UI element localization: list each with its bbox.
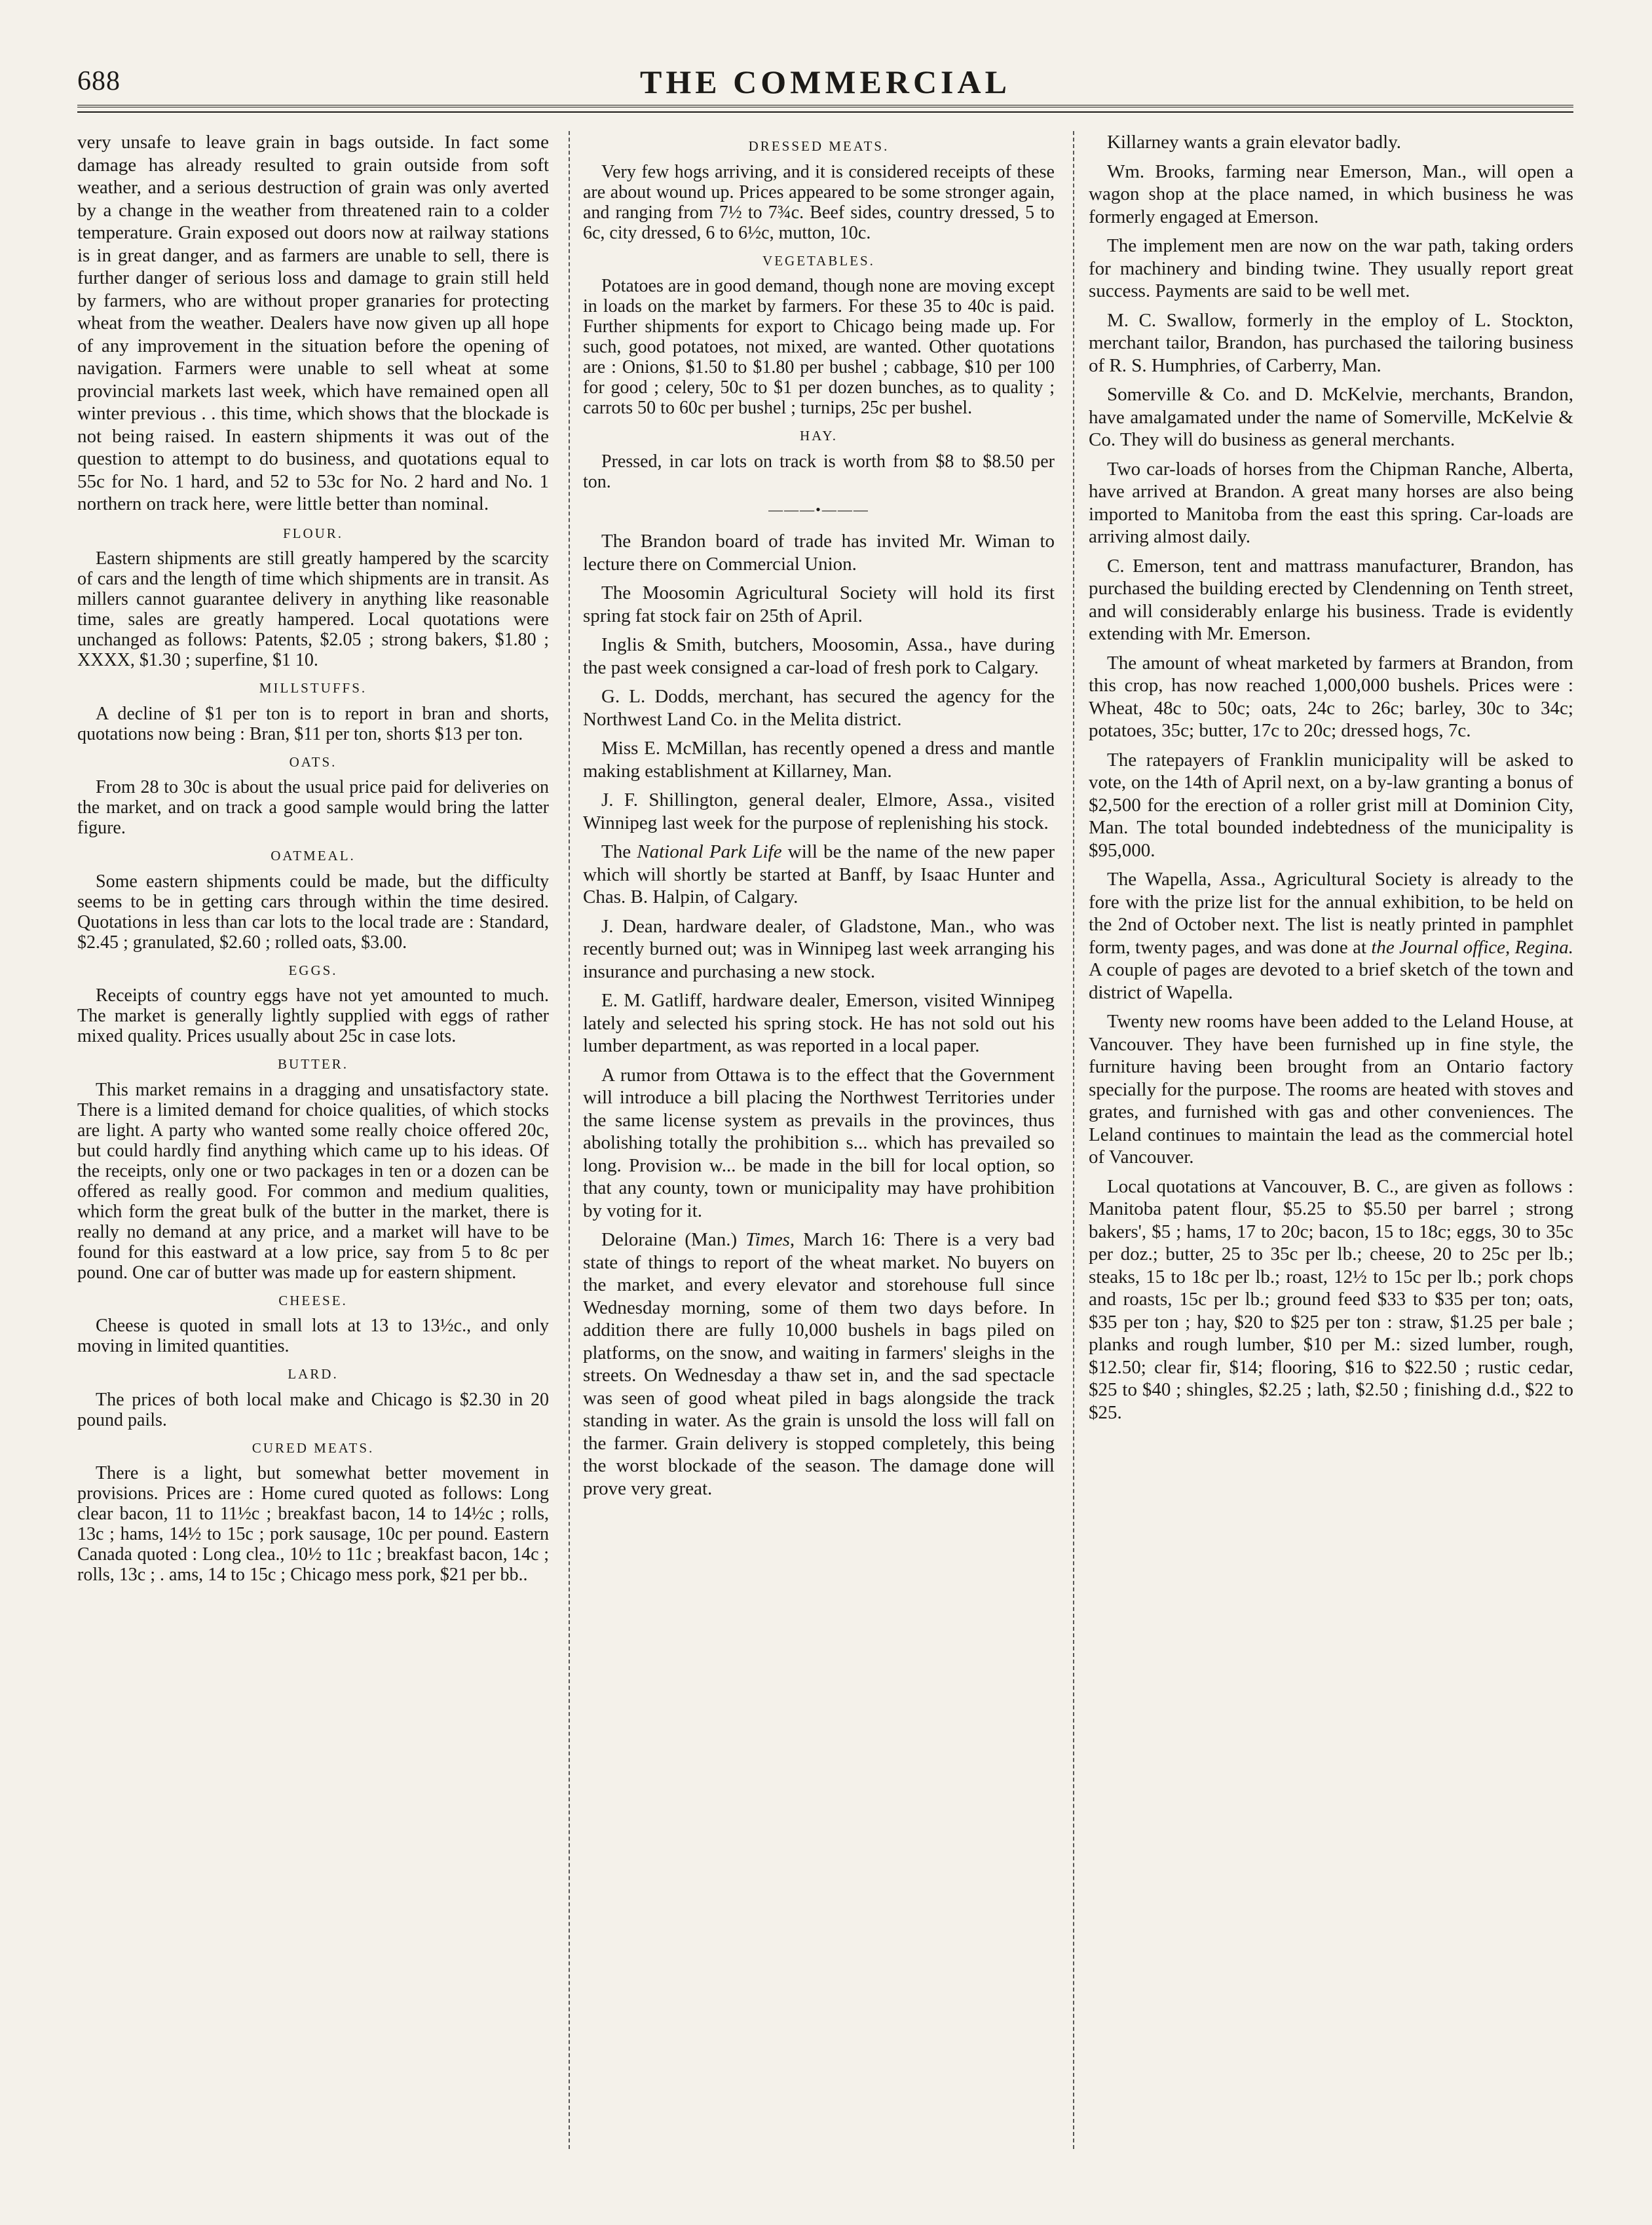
news-item: Two car-loads of horses from the Chipman Ranche, Alberta, have arrived at Brandon. A great many horses are also being imported to Manitoba from the east this spring. Car-loads are arriving almost daily. xyxy=(1089,458,1573,547)
news-item: G. L. Dodds, merchant, has secured the agency for the Northwest Land Co. in the Melita district. xyxy=(583,686,1055,730)
news-item: Miss E. McMillan, has recently opened a dress and mantle making establishment at Killarney, Man. xyxy=(583,738,1055,782)
news-item: Inglis & Smith, butchers, Moosomin, Assa., have during the past week consigned a car-load of fresh pork to Calgary. xyxy=(583,634,1055,678)
news-item: The Moosomin Agricultural Society will hold its first spring fat stock fair on 25th of April. xyxy=(583,582,1055,626)
masthead-title: THE COMMERCIAL xyxy=(640,64,1011,100)
section-heading: LARD. xyxy=(288,1366,339,1382)
news-item: A rumor from Ottawa is to the effect that the Government will introduce a bill placing the Northwest Territories under the same license system as prevails in the provinces, thus abolishing totally the prohibition s... which has prevailed so long. Provision w... be made in the bill for local option, so that any county, town or municipality may have prohibition by voting for it. xyxy=(583,1064,1055,1221)
article-paragraph: Receipts of country eggs have not yet amounted to much. The market is generally lightly supplied with eggs of rather mixed quality. Prices usually about 25c in case lots. xyxy=(77,985,549,1046)
news-item: C. Emerson, tent and mattrass manufacturer, Brandon, has purchased the building erected by Clendenning on Tenth street, and will considerably enlarge his business. Trade is evidently extending with Mr. Emerson. xyxy=(1089,555,1573,644)
news-item: J. Dean, hardware dealer, of Gladstone, Man., who was recently burned out; was in Winnipeg last week arranging his insurance and purchasing a new stock. xyxy=(583,915,1055,982)
article-paragraph: Cheese is quoted in small lots at 13 to 13½c., and only moving in limited quantities. xyxy=(77,1316,549,1356)
news-item: The implement men are now on the war path, taking orders for machinery and binding twine. They usually report great success. Payments are said to be well met. xyxy=(1089,235,1573,301)
column-2 xyxy=(583,131,1055,2162)
columns xyxy=(77,131,1573,2162)
news-item: Twenty new rooms have been added to the Leland House, at Vancouver. They have been furnished up in fine style, the furniture having been brought from an Ontario factory specially for the purpose. The rooms are heated with stoves and grates, and furnished with gas and other conveniences. The Leland continues to maintain the lead as the commercial hotel of Vancouver. xyxy=(1089,1011,1573,1168)
column-3 xyxy=(1089,131,1573,2162)
section-heading: OATS. xyxy=(289,753,337,770)
article-paragraph: Pressed, in car lots on track is worth from $8 to $8.50 per ton. xyxy=(583,451,1055,492)
section-heading: EGGS. xyxy=(288,962,338,978)
section-heading: OATMEAL. xyxy=(271,848,356,864)
publication-name: Times xyxy=(745,1229,790,1250)
article-paragraph: From 28 to 30c is about the usual price paid for deliveries on the market, and on track a good sample would bring the latter figure. xyxy=(77,777,549,838)
news-item-text: The xyxy=(601,841,637,862)
news-item xyxy=(583,1228,1055,1500)
section-heading: MILLSTUFFS. xyxy=(259,680,367,696)
news-item: M. C. Swallow, formerly in the employ of L. Stockton, merchant tailor, Brandon, has purchased the tailoring business of R. S. Humphries, of Carberry, Man. xyxy=(1089,309,1573,376)
news-item: Somerville & Co. and D. McKelvie, merchants, Brandon, have amalgamated under the name of Somerville, McKelvie & Co. They will do business as general merchants. xyxy=(1089,384,1573,450)
news-item: Local quotations at Vancouver, B. C., are given as follows : Manitoba patent flour, $5.25 to $5.50 per barrel ; strong bakers', $5 ; hams, 17 to 20c; bacon, 15 to 18c; eggs, 30 to 35c per doz.; butter, 25 to 35c per lb.; cheese, 20 to 25c per lb.; steaks, 15 to 18c per lb.; roast, 12½ to 15c per lb.; pork chops and roasts, 15c per lb.; ground feed $33 to $35 per ton; oats, $35 per ton ; hay, $20 to $25 per ton : straw, $1.25 per bale ; planks and rough lumber, $10 per M.: sized lumber, rough, $12.50; clear fir, $14; flooring, $16 to $22.50 ; rustic cedar, $25 to $40 ; shingles, $2.25 ; lath, $2.50 ; finishing d.d., $22 to $25. xyxy=(1089,1175,1573,1423)
article-paragraph: This market remains in a dragging and unsatisfactory state. There is a limited demand for choice qualities, of which stocks are light. A party who wanted some really choice offered 20c, but could hardly find anything which came up to his ideas. Of the receipts, only one or two packages in ten or a dozen can be offered as really good. For common and medium qualities, which form the great bulk of the butter in the market, there is really no demand at any price, and a market will have to be found for this eastward at a low price, say from 5 to 8c per pound. One car of butter was made up for eastern shipment. xyxy=(77,1079,549,1283)
section-heading: DRESSED MEATS. xyxy=(748,138,890,154)
section-heading: VEGETABLES. xyxy=(762,252,875,269)
publication-name: the Journal office, Regina. xyxy=(1371,936,1573,958)
page-header xyxy=(77,66,1573,105)
news-item: Killarney wants a grain elevator badly. xyxy=(1107,132,1402,153)
news-item-text: A couple of pages are devoted to a brief sketch of the town and district of Wapella. xyxy=(1089,959,1573,1003)
news-item: Wm. Brooks, farming near Emerson, Man., will open a wagon shop at the place named, in which business he was formerly engaged at Emerson. xyxy=(1089,161,1573,227)
article-paragraph: Potatoes are in good demand, though none are moving except in loads on the market by farmers. For these 35 to 40c is paid. Further shipments for export to Chicago being made up. For such, good potatoes, not mixed, are wanted. Other quotations are : Onions, $1.50 to $1.80 per bushel ; cabbage, $10 per 100 for good ; celery, 50c to $1 per dozen bunches, as to quality ; carrots 50 to 60c per bushel ; turnips, 25c per bushel. xyxy=(583,276,1055,418)
news-item xyxy=(583,841,1055,909)
column-1 xyxy=(77,131,549,2162)
news-item: The amount of wheat marketed by farmers at Brandon, from this crop, has now reached 1,000,000 bushels. Prices were : Wheat, 48c to 50c; oats, 24c to 26c; barley, 30c to 34c; potatoes, 35c; butter, 17c to 20c; dressed hogs, 7c. xyxy=(1089,652,1573,741)
news-item: J. F. Shillington, general dealer, Elmore, Assa., visited Winnipeg last week for the purpose of replenishing his stock. xyxy=(583,789,1055,833)
section-heading: CHEESE. xyxy=(278,1292,348,1308)
publication-name: National Park Life xyxy=(637,841,782,862)
news-item: The Brandon board of trade has invited Mr. Wiman to lecture there on Commercial Union. xyxy=(583,531,1055,575)
article-paragraph: Eastern shipments are still greatly hampered by the scarcity of cars and the length of time which shipments are in transit. As millers cannot guarantee delivery in anything like reasonable time, sales are greatly hampered. Local quotations were unchanged as follows: Patents, $2.05 ; strong bakers, $1.80 ; XXXX, $1.30 ; superfine, $1 10. xyxy=(77,548,549,670)
news-item-text: The Wapella, Assa., Agricultural Society is already to the fore with the prize list for the annual exhibition, to be held on the 2nd of October next. The list is neatly printed in pamphlet form, twenty pages, and was done at xyxy=(1089,869,1573,958)
section-heading: CURED MEATS. xyxy=(252,1439,375,1456)
header-rule xyxy=(77,105,1573,113)
news-item xyxy=(1089,868,1573,1004)
article-paragraph: very unsafe to leave grain in bags outside. In fact some damage has already resulted to grain outside from soft weather, and a serious destruction of grain was only averted by a change in the weather from threatened rain to a colder temperature. Grain exposed out doors now at railway stations is in great danger, and as farmers are unable to sell, there is further danger of serious loss and damage to grain still held by farmers, who are without proper granaries for protecting wheat from the weather. Dealers have now given up all hope of any improvement in the situation before the opening of navigation. Farmers were unable to sell wheat at some provincial markets last week, which have remained open all winter previous . . this time, which shows that the blockade is not being raised. In eastern shipments it was out of the question to attempt to do business, and quotations equal to 55c for No. 1 hard, and 52 to 53c for No. 2 hard and No. 1 northern on track here, were little better than nominal. xyxy=(77,132,549,514)
section-heading: FLOUR. xyxy=(282,525,344,541)
section-separator: ———•——— xyxy=(768,501,869,518)
article-paragraph: Very few hogs arriving, and it is considered receipts of these are about wound up. Prices appeared to be some stronger again, and ranging from 7½ to 7¾c. Beef sides, country dressed, 5 to 6c, city dressed, 6 to 6½c, mutton, 10c. xyxy=(583,161,1055,243)
article-paragraph: A decline of $1 per ton is to report in bran and shorts, quotations now being : Bran, $11 per ton, shorts $13 per ton. xyxy=(77,703,549,744)
news-item-text: will be the name of the new paper which will shortly be started at Banff, by Isaac Hunter and Chas. B. Halpin, of Calgary. xyxy=(583,841,1055,907)
section-heading: HAY. xyxy=(799,428,838,444)
section-heading: BUTTER. xyxy=(278,1056,348,1072)
news-item: E. M. Gatliff, hardware dealer, Emerson, visited Winnipeg lately and selected his spring stock. He has not sold out his lumber department, as was reported in a local paper. xyxy=(583,990,1055,1056)
news-item-text: Deloraine (Man.) xyxy=(601,1229,746,1250)
article-paragraph: The prices of both local make and Chicago is $2.30 in 20 pound pails. xyxy=(77,1389,549,1430)
page-number: 688 xyxy=(77,66,121,96)
news-item-text: , March 16: There is a very bad state of things to report of the wheat market. No buyers on the market, and every elevator and storehouse full since Wednesday morning, some of them two days before. In addition there are fully 10,000 bushels in bags piled on platforms, on the snow, and waiting in farmers' sleighs in the streets. On Wednesday a thaw set in, and the sad spectacle was seen of good wheat piled in bags alongside the track standing in water. As the grain is unsold the loss will fall on the farmer. Grain delivery is stopped completely, this being the worst blockade of the season. The damage done will prove very great. xyxy=(583,1229,1055,1499)
news-item: The ratepayers of Franklin municipality will be asked to vote, on the 14th of April next, on a by-law granting a bonus of $2,500 for the erection of a roller grist mill at Dominion City, Man. The total bounded indebtedness of the municipality is $95,000. xyxy=(1089,749,1573,861)
article-paragraph: There is a light, but somewhat better movement in provisions. Prices are : Home cured quoted as follows: Long clear bacon, 11 to 11½c ; breakfast bacon, 14 to 14½c ; rolls, 13c ; hams, 14½ to 15c ; pork sausage, 10c per pound. Eastern Canada quoted : Long clea., 10½ to 11c ; breakfast bacon, 14c ; rolls, 13c ; . ams, 14 to 15c ; Chicago mess pork, $21 per bb.. xyxy=(77,1463,549,1585)
article-paragraph: Some eastern shipments could be made, but the difficulty seems to be in getting cars through within the time desired. Quotations in less than car lots to the local trade are : Standard, $2.45 ; granulated, $2.60 ; rolled oats, $3.00. xyxy=(77,871,549,953)
